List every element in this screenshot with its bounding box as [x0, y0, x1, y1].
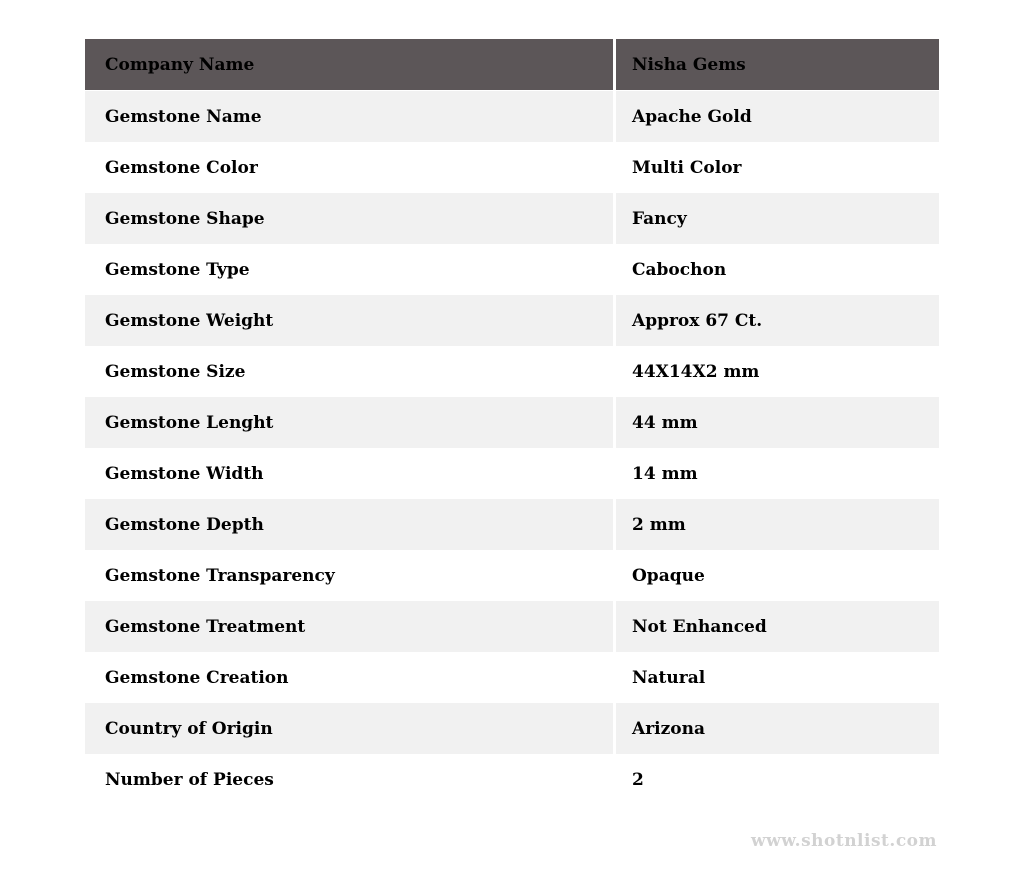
row-value: 2: [616, 754, 939, 805]
row-value: Fancy: [616, 193, 939, 244]
row-value: Not Enhanced: [616, 601, 939, 652]
watermark: www.shotnlist.com: [750, 831, 937, 851]
row-value: Natural: [616, 652, 939, 703]
row-value: Multi Color: [616, 142, 939, 193]
table-header-row: [85, 39, 939, 91]
row-label: Gemstone Creation: [85, 652, 613, 703]
row-label: Gemstone Color: [85, 142, 613, 193]
row-label: Country of Origin: [85, 703, 613, 754]
gemstone-spec-table: [85, 39, 939, 805]
table-row: [85, 193, 939, 244]
table-body: [85, 91, 939, 805]
row-label: Gemstone Name: [85, 91, 613, 142]
row-label: Number of Pieces: [85, 754, 613, 805]
table-row: [85, 754, 939, 805]
table-row: [85, 397, 939, 448]
row-label: Gemstone Shape: [85, 193, 613, 244]
table-row: [85, 703, 939, 754]
table-header-value: Nisha Gems: [616, 39, 939, 90]
table-row: [85, 499, 939, 550]
table-row: [85, 142, 939, 193]
row-value: 2 mm: [616, 499, 939, 550]
row-value: Cabochon: [616, 244, 939, 295]
row-value: Arizona: [616, 703, 939, 754]
table-row: [85, 346, 939, 397]
row-label: Gemstone Transparency: [85, 550, 613, 601]
row-value: 44 mm: [616, 397, 939, 448]
row-value: Approx 67 Ct.: [616, 295, 939, 346]
row-label: Gemstone Size: [85, 346, 613, 397]
row-label: Gemstone Treatment: [85, 601, 613, 652]
table-row: [85, 550, 939, 601]
table-row: [85, 244, 939, 295]
row-label: Gemstone Type: [85, 244, 613, 295]
table-row: [85, 295, 939, 346]
row-value: Apache Gold: [616, 91, 939, 142]
row-label: Gemstone Weight: [85, 295, 613, 346]
row-value: 44X14X2 mm: [616, 346, 939, 397]
row-value: Opaque: [616, 550, 939, 601]
row-label: Gemstone Width: [85, 448, 613, 499]
table-row: [85, 448, 939, 499]
table-row: [85, 91, 939, 142]
row-value: 14 mm: [616, 448, 939, 499]
table-row: [85, 601, 939, 652]
table-header-label: Company Name: [85, 39, 613, 90]
row-label: Gemstone Lenght: [85, 397, 613, 448]
table-row: [85, 652, 939, 703]
row-label: Gemstone Depth: [85, 499, 613, 550]
